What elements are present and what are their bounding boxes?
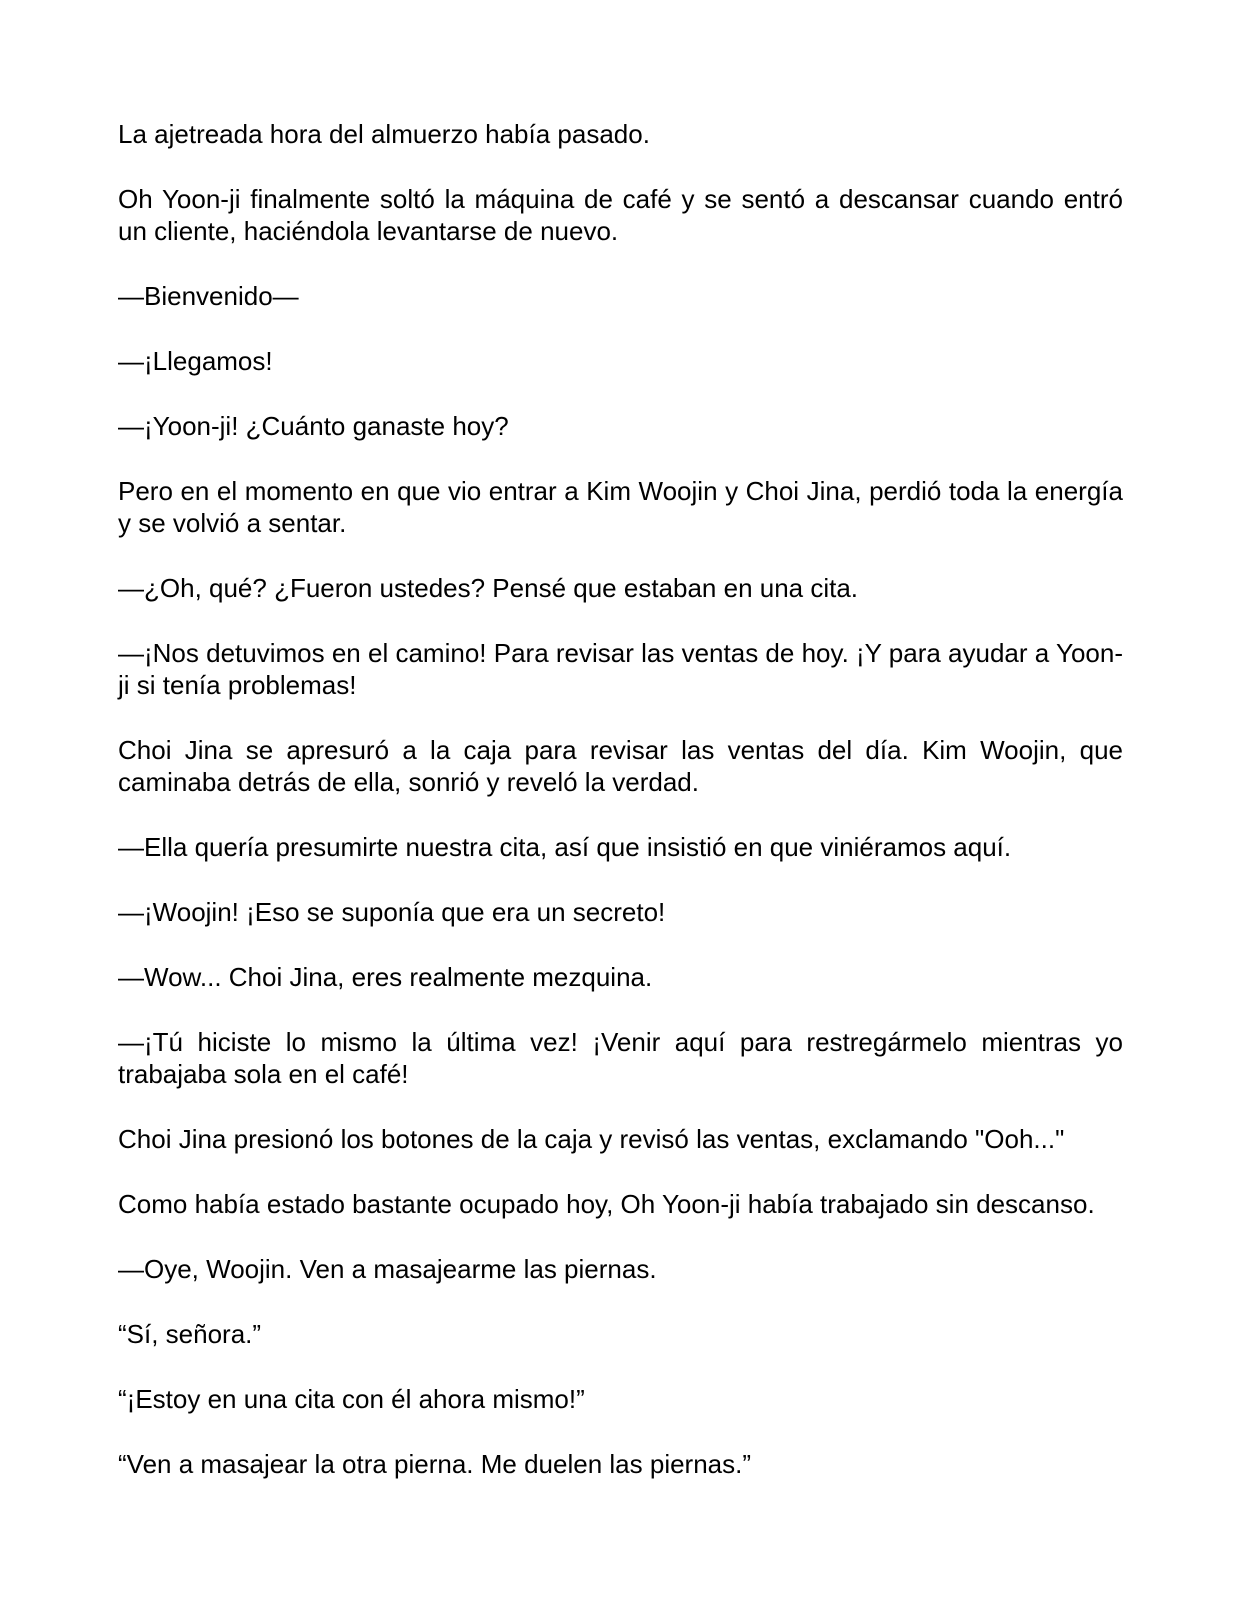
paragraph: Pero en el momento en que vio entrar a Kim Woojin y Choi Jina, perdió toda la energía y se volvió a sentar. [118, 476, 1123, 538]
paragraph: —Wow... Choi Jina, eres realmente mezquina. [118, 962, 653, 992]
paragraph: “Sí, señora.” [118, 1319, 262, 1349]
paragraph: Choi Jina presionó los botones de la caja y revisó las ventas, exclamando "Ooh..." [118, 1124, 1065, 1154]
paragraph: —¡Llegamos! [118, 346, 273, 376]
paragraph: “Ven a masajear la otra pierna. Me duelen las piernas.” [118, 1449, 752, 1479]
paragraph: —Oye, Woojin. Ven a masajearme las piernas. [118, 1254, 657, 1284]
paragraph: La ajetreada hora del almuerzo había pasado. [118, 119, 650, 149]
paragraph: “¡Estoy en una cita con él ahora mismo!” [118, 1384, 585, 1414]
paragraph: —¡Woojin! ¡Eso se suponía que era un secreto! [118, 897, 666, 927]
paragraph: —Bienvenido— [118, 281, 299, 311]
paragraph: Como había estado bastante ocupado hoy, Oh Yoon-ji había trabajado sin descanso. [118, 1189, 1095, 1219]
paragraph: Oh Yoon-ji finalmente soltó la máquina de café y se sentó a descansar cuando entró un cliente, haciéndola levantarse de nuevo. [118, 184, 1123, 246]
paragraph: —¡Tú hiciste lo mismo la última vez! ¡Venir aquí para restregármelo mientras yo trabajaba sola en el café! [118, 1027, 1123, 1089]
paragraph: —Ella quería presumirte nuestra cita, así que insistió en que viniéramos aquí. [118, 832, 1012, 862]
paragraph: —¡Yoon-ji! ¿Cuánto ganaste hoy? [118, 411, 509, 441]
paragraph: —¿Oh, qué? ¿Fueron ustedes? Pensé que estaban en una cita. [118, 573, 859, 603]
paragraph: —¡Nos detuvimos en el camino! Para revisar las ventas de hoy. ¡Y para ayudar a Yoon-ji si tenía problemas! [118, 638, 1123, 700]
paragraph: Choi Jina se apresuró a la caja para revisar las ventas del día. Kim Woojin, que caminaba detrás de ella, sonrió y reveló la verdad. [118, 735, 1123, 797]
document-body [118, 118, 1123, 1513]
